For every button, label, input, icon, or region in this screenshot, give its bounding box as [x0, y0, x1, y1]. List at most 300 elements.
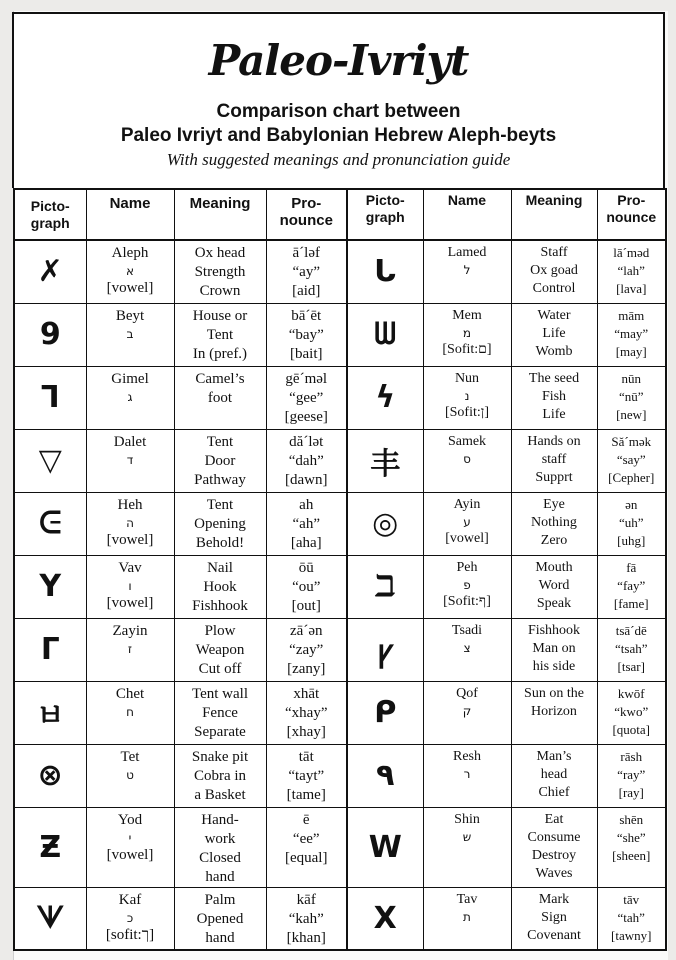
pictograph-left-cell [14, 618, 86, 681]
pronounce-line: gē´məl [285, 370, 328, 387]
subtitle-line-2: Paleo Ivriyt and Babylonian Hebrew Aleph-beyts [120, 125, 557, 146]
pronounce-line: ən [625, 496, 638, 512]
pictograph-glyph: ٩ [376, 758, 395, 793]
pictograph-glyph: 丰 [370, 446, 401, 482]
hebrew-letter: ס [463, 451, 471, 466]
pronounce-left-cell [266, 366, 347, 429]
pronounce-line: “uh” [618, 514, 644, 530]
meaning-line: Speak [536, 595, 572, 611]
letter-name-left-cell [86, 303, 174, 366]
pictograph-glyph: X [373, 900, 397, 936]
meaning-line: Eye [543, 496, 565, 512]
hebrew-letter: ב [126, 326, 134, 341]
meaning-right-cell [511, 303, 597, 366]
meaning-right-cell [511, 240, 597, 303]
meaning-line: Palm [204, 891, 236, 908]
meaning-line: Man on [532, 640, 576, 656]
header-name: Name [86, 189, 174, 240]
letter-note: [vowel] [106, 846, 154, 863]
meaning-line: Pathway [194, 471, 246, 488]
meaning-line: Consume [527, 829, 581, 845]
pronounce-line: [aid] [292, 283, 321, 299]
pronounce-left-cell [266, 429, 347, 492]
pronounce-line: ah [299, 496, 314, 513]
header-pronounce-right: Pro-nounce [597, 189, 666, 240]
meaning-left-cell [174, 681, 266, 744]
subtitle-line-1: Comparison chart between [216, 101, 461, 122]
letter-name-left-cell [86, 366, 174, 429]
meaning-line: The seed [528, 370, 580, 386]
pronounce-right-cell [597, 618, 666, 681]
letter-name-right-cell [423, 618, 511, 681]
meaning-line: Hand- [201, 811, 239, 828]
pronounce-line: bā´ēt [291, 307, 322, 324]
table-row [14, 744, 666, 807]
meaning-right-cell [511, 744, 597, 807]
letter-name: Beyt [115, 307, 145, 324]
pronounce-line: rāsh [620, 748, 643, 764]
letter-name: Ayin [453, 496, 481, 512]
meaning-line: Life [542, 406, 566, 422]
hebrew-letter: ז [127, 641, 133, 656]
pronounce-right-cell [597, 887, 666, 950]
meaning-left-cell [174, 366, 266, 429]
pictograph-glyph: ᗐ [36, 900, 65, 936]
table-row [14, 681, 666, 744]
pronounce-line: [tsar] [617, 658, 645, 674]
meaning-line: Supprt [535, 469, 573, 485]
pronounce-line: “lah” [617, 263, 645, 278]
pronounce-line: [new] [616, 406, 647, 422]
meaning-line: Zero [540, 532, 568, 548]
letter-note: [sofit:ך] [105, 926, 155, 943]
meaning-line: Nothing [531, 514, 577, 530]
meaning-line: Chief [538, 784, 570, 800]
hebrew-letter: ר [463, 766, 471, 781]
meaning-line: staff [541, 451, 567, 467]
pronounce-line: tsā´dē [615, 622, 647, 638]
pictograph-glyph: ✗ [37, 254, 63, 290]
pronounce-line: tāt [298, 748, 314, 765]
meaning-left-cell [174, 429, 266, 492]
pictograph-right-cell [347, 429, 423, 492]
letter-note: [Sofit:ן] [444, 404, 490, 420]
meaning-line: Crown [199, 283, 241, 299]
meaning-line: Fish [541, 388, 567, 404]
pronounce-line: kāf [296, 891, 316, 908]
letter-name: Vav [118, 559, 142, 576]
meaning-left-cell [174, 807, 266, 887]
pronounce-line: [uhg] [617, 532, 646, 548]
pictograph-left-cell [14, 681, 86, 744]
letter-note: [vowel] [106, 280, 154, 296]
meaning-line: Waves [535, 865, 573, 881]
pictograph-left-cell [14, 303, 86, 366]
meaning-right-cell [511, 681, 597, 744]
pronounce-line: [khan] [286, 929, 326, 946]
pictograph-right-cell [347, 366, 423, 429]
meaning-line: Tent [206, 326, 234, 343]
pictograph-left-cell [14, 366, 86, 429]
meaning-line: head [540, 766, 568, 782]
pictograph-right-cell [347, 618, 423, 681]
letter-name: Tav [456, 891, 478, 907]
header-pronounce: Pro-nounce [266, 189, 347, 240]
meaning-right-cell [511, 555, 597, 618]
pronounce-line: [out] [291, 597, 321, 614]
pictograph-left-cell [14, 887, 86, 950]
hebrew-letter: ט [126, 767, 134, 782]
page-title: Paleo-Ivriyt [208, 36, 469, 85]
pronounce-line: “nū” [618, 388, 644, 404]
meaning-line: hand [205, 868, 235, 885]
header-pictograph-right: Picto-graph [347, 189, 423, 240]
pronounce-line: lā´məd [613, 245, 650, 260]
pronounce-line: “xhay” [285, 704, 328, 721]
letter-name: Zayin [112, 622, 148, 639]
meaning-line: foot [207, 389, 233, 406]
pronounce-line: [fame] [613, 595, 649, 611]
pictograph-glyph: ㅂ [35, 698, 65, 734]
pronounce-line: [lava] [616, 281, 647, 296]
letter-note: [Sofit:ם] [442, 341, 492, 357]
meaning-left-cell [174, 303, 266, 366]
pictograph-glyph: ◎ [372, 506, 399, 541]
meaning-line: Closed [199, 849, 241, 866]
meaning-right-cell [511, 366, 597, 429]
letter-name: Peh [456, 559, 478, 575]
meaning-left-cell [174, 555, 266, 618]
meaning-line: Tent [206, 433, 234, 450]
pictograph-right-cell [347, 303, 423, 366]
letter-note: [vowel] [106, 594, 154, 611]
pronounce-right-cell [597, 303, 666, 366]
pronounce-line: [tame] [286, 786, 326, 803]
meaning-line: Snake pit [191, 748, 249, 765]
pronounce-line: “ou” [292, 578, 321, 595]
pronounce-line: [ray] [618, 784, 644, 800]
pictograph-glyph: Y [39, 569, 62, 604]
pictograph-glyph: ᒣ [40, 380, 60, 415]
pronounce-right-cell [597, 681, 666, 744]
hebrew-letter: ג [127, 389, 133, 404]
letter-name-left-cell [86, 887, 174, 950]
pronounce-line: [may] [615, 343, 647, 359]
pictograph-glyph: 9 [39, 317, 61, 352]
letter-name: Tsadi [451, 622, 483, 638]
letter-name: Resh [453, 748, 481, 764]
meaning-line: Tent [206, 496, 234, 513]
meaning-line: Fishhook [192, 597, 248, 614]
pronounce-line: [quota] [612, 721, 651, 737]
hebrew-letter: פ [463, 577, 471, 592]
letter-note: [vowel] [445, 530, 489, 546]
meaning-line: Plow [204, 622, 236, 639]
hebrew-letter: ל [463, 263, 471, 277]
meaning-line: Cobra in [193, 767, 247, 784]
pronounce-line: shēn [619, 811, 644, 827]
pronounce-line: ā´ləf [292, 245, 320, 261]
letter-name-right-cell [423, 303, 511, 366]
pronounce-left-cell [266, 618, 347, 681]
pictograph-glyph: ᑭ [374, 695, 397, 730]
meaning-right-cell [511, 618, 597, 681]
pronounce-line: [tawny] [611, 927, 652, 943]
hebrew-letter: ש [462, 829, 472, 844]
pronounce-line: “ray” [617, 766, 646, 782]
meaning-line: Sign [541, 909, 567, 925]
meaning-line: Staff [540, 245, 568, 260]
pronounce-line: fā [626, 559, 637, 575]
meaning-line: his side [532, 658, 576, 674]
letter-note: [Sofit:ף] [443, 593, 491, 609]
pronounce-right-cell [597, 807, 666, 887]
pictograph-glyph: ϟ [375, 380, 396, 415]
meaning-line: hand [205, 929, 235, 946]
letter-name: Nun [454, 370, 480, 386]
table-row [14, 807, 666, 887]
pictograph-left-cell [14, 744, 86, 807]
pictograph-right-cell [347, 681, 423, 744]
pronounce-line: “kah” [288, 910, 324, 927]
letter-name-left-cell [86, 240, 174, 303]
header-name-right: Name [423, 189, 511, 240]
meaning-line: Hands on [527, 433, 581, 449]
pictograph-glyph: ᒐ [374, 254, 397, 290]
meaning-line: Water [537, 307, 571, 323]
pronounce-line: ē [302, 811, 310, 828]
table-row [14, 240, 666, 303]
pictograph-left-cell [14, 429, 86, 492]
pronounce-line: “ah” [292, 515, 320, 532]
meaning-line: Sun on the [524, 685, 584, 701]
meaning-line: Eat [544, 811, 564, 827]
meaning-left-cell [174, 887, 266, 950]
pronounce-line: “bay” [288, 326, 324, 343]
pictograph-left-cell [14, 240, 86, 303]
hebrew-letter: ח [126, 704, 134, 719]
table-row [14, 303, 666, 366]
chart-header [12, 12, 665, 188]
pictograph-right-cell [347, 807, 423, 887]
pictograph-right-cell [347, 555, 423, 618]
meaning-line: House or [192, 307, 248, 324]
letter-name-right-cell [423, 744, 511, 807]
meaning-right-cell [511, 492, 597, 555]
letter-name-left-cell [86, 492, 174, 555]
meaning-line: Fence [202, 704, 238, 721]
pronounce-line: tāv [623, 891, 640, 907]
pronounce-line: “dah” [288, 452, 324, 469]
meaning-line: Opened [196, 910, 244, 927]
letter-name-left-cell [86, 681, 174, 744]
letter-name: Qof [456, 685, 478, 701]
letter-name-right-cell [423, 555, 511, 618]
meaning-line: Fishhook [527, 622, 581, 638]
meaning-line: Ox head [194, 245, 246, 261]
letter-name-left-cell [86, 744, 174, 807]
table-row [14, 366, 666, 429]
meaning-line: Door [204, 452, 236, 469]
pictograph-glyph: ⊗ [37, 758, 63, 793]
meaning-line: Ox goad [530, 263, 578, 278]
meaning-line: Strength [194, 264, 246, 280]
table-row [14, 492, 666, 555]
letter-name: Tet [120, 748, 140, 765]
meaning-line: a Basket [194, 786, 246, 803]
pronounce-line: [Cepher] [608, 469, 655, 485]
pronounce-right-cell [597, 240, 666, 303]
pictograph-glyph: ᒥ [40, 632, 60, 667]
pictograph-glyph: ▽ [38, 443, 62, 478]
meaning-right-cell [511, 807, 597, 887]
meaning-line: Tent wall [191, 685, 248, 702]
pronounce-line: [dawn] [285, 471, 328, 488]
meaning-line: Life [542, 325, 566, 341]
pictograph-left-cell [14, 492, 86, 555]
pictograph-glyph: W [368, 829, 402, 865]
pictograph-glyph: ℶ [374, 569, 397, 604]
letter-name: Chet [115, 685, 145, 702]
meaning-line: Weapon [195, 641, 245, 658]
meaning-line: Hook [203, 578, 237, 595]
pronounce-right-cell [597, 366, 666, 429]
meaning-line: Opening [194, 515, 246, 532]
pronounce-line: kwōf [617, 685, 645, 701]
letter-name: Aleph [111, 245, 149, 261]
meaning-right-cell [511, 887, 597, 950]
meaning-line: Mouth [535, 559, 573, 575]
header-row [14, 189, 666, 240]
table-row [14, 555, 666, 618]
hebrew-letter: ה [126, 515, 134, 530]
pronounce-left-cell [266, 555, 347, 618]
pronounce-left-cell [266, 807, 347, 887]
pronounce-line: zā´ən [290, 622, 323, 639]
meaning-line: Separate [194, 723, 246, 740]
letter-name-left-cell [86, 555, 174, 618]
letter-name: Samek [447, 433, 487, 449]
pronounce-line: [equal] [285, 849, 328, 866]
pronounce-line: xhāt [293, 685, 320, 702]
hebrew-letter: ק [462, 703, 472, 718]
header-meaning-right: Meaning [511, 189, 597, 240]
letter-name: Mem [452, 307, 482, 323]
hebrew-letter: א [125, 264, 135, 278]
table-row [14, 887, 666, 950]
letter-name-right-cell [423, 492, 511, 555]
letter-name-right-cell [423, 887, 511, 950]
pronounce-right-cell [597, 492, 666, 555]
meaning-line: Camel’s [195, 370, 245, 387]
hebrew-letter: ו [128, 578, 132, 593]
pronounce-line: ōū [298, 559, 314, 576]
tagline: With suggested meanings and pronunciation guide [166, 150, 511, 169]
pronounce-left-cell [266, 744, 347, 807]
pronounce-line: “zay” [289, 641, 324, 658]
pronounce-line: “gee” [289, 389, 324, 406]
letter-name-right-cell [423, 807, 511, 887]
pronounce-line: nūn [621, 370, 641, 386]
meaning-left-cell [174, 492, 266, 555]
letter-name-right-cell [423, 366, 511, 429]
meaning-line: Womb [535, 343, 573, 359]
meaning-line: Control [532, 281, 576, 296]
hebrew-letter: כ [126, 910, 134, 925]
pronounce-line: [zany] [287, 660, 326, 677]
pronounce-left-cell [266, 303, 347, 366]
pictograph-glyph: ᕮ [39, 506, 62, 541]
header-meaning: Meaning [174, 189, 266, 240]
letter-note: [vowel] [106, 531, 154, 548]
pronounce-line: “may” [614, 325, 649, 341]
pronounce-line: [aha] [290, 534, 322, 551]
meaning-left-cell [174, 744, 266, 807]
pronounce-right-cell [597, 555, 666, 618]
pronounce-left-cell [266, 240, 347, 303]
pictograph-left-cell [14, 807, 86, 887]
pictograph-left-cell [14, 555, 86, 618]
pronounce-line: “ee” [292, 830, 320, 847]
pronounce-line: “fay” [617, 577, 646, 593]
pronounce-right-cell [597, 429, 666, 492]
pictograph-right-cell [347, 492, 423, 555]
pronounce-line: Să´mək [611, 433, 652, 449]
hebrew-letter: ת [463, 909, 471, 924]
letter-name-left-cell [86, 429, 174, 492]
table-row [14, 618, 666, 681]
meaning-line: work [204, 830, 236, 847]
letter-name-left-cell [86, 807, 174, 887]
meaning-line: Cut off [198, 660, 242, 677]
pronounce-left-cell [266, 492, 347, 555]
meaning-line: Destroy [531, 847, 577, 863]
pronounce-line: [bait] [290, 345, 323, 362]
pictograph-right-cell [347, 887, 423, 950]
hebrew-letter: נ [464, 388, 470, 403]
meaning-line: Behold! [195, 534, 245, 551]
comparison-table [13, 188, 667, 951]
pronounce-line: dă´lət [289, 433, 324, 450]
pronounce-line: “tah” [617, 909, 645, 925]
pronounce-line: “kwo” [614, 703, 649, 719]
meaning-line: In (pref.) [192, 345, 248, 362]
hebrew-letter: ד [126, 452, 134, 467]
pronounce-right-cell [597, 744, 666, 807]
meaning-line: Horizon [531, 703, 577, 719]
meaning-line: Covenant [527, 927, 581, 943]
letter-name: Kaf [118, 891, 142, 908]
meaning-right-cell [511, 429, 597, 492]
pronounce-line: “ay” [292, 264, 320, 280]
meaning-line: Word [538, 577, 570, 593]
pronounce-line: mām [618, 307, 645, 323]
hebrew-letter: מ [462, 325, 472, 340]
letter-name: Yod [117, 811, 143, 828]
letter-name-left-cell [86, 618, 174, 681]
pictograph-glyph: Ƶ [39, 829, 62, 865]
pronounce-line: [xhay] [286, 723, 326, 740]
pronounce-line: “tsah” [615, 640, 648, 656]
letter-name-right-cell [423, 681, 511, 744]
meaning-line: Mark [538, 891, 570, 907]
table-row [14, 429, 666, 492]
letter-name: Heh [117, 496, 143, 513]
letter-name-right-cell [423, 429, 511, 492]
pronounce-line: [sheen] [612, 847, 651, 863]
letter-name: Gimel [111, 370, 149, 387]
header-pictograph: Picto-graph [14, 189, 86, 240]
